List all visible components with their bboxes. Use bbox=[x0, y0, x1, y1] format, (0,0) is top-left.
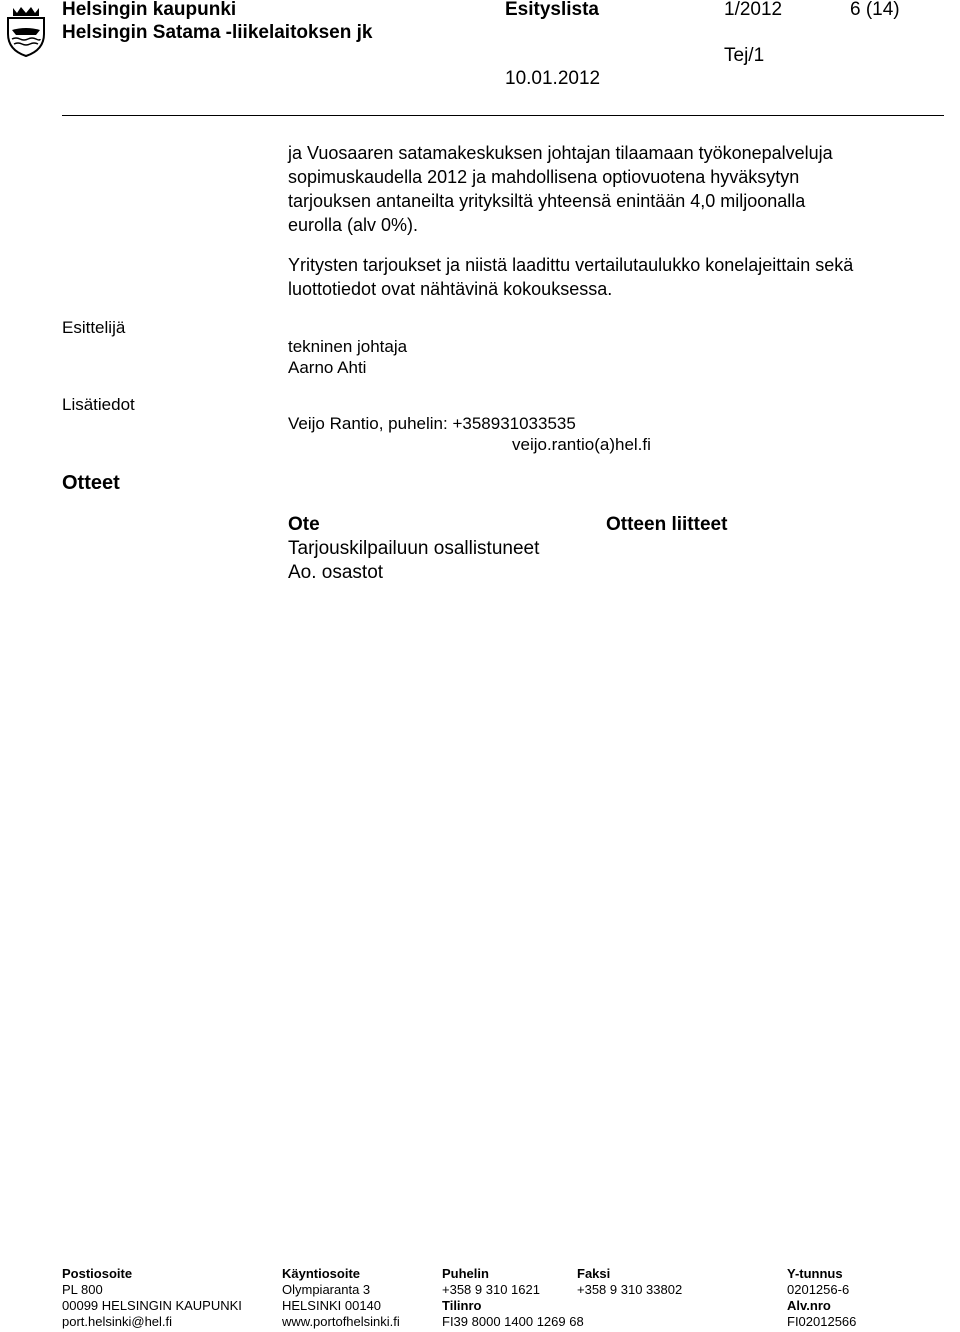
doc-date: 10.01.2012 bbox=[505, 68, 601, 89]
paragraph-1-line: sopimuskaudella 2012 ja mahdollisena optiovuotena hyväksytyn bbox=[288, 167, 800, 187]
footer-account-number: FI39 8000 1400 1269 68 bbox=[442, 1314, 584, 1329]
info-label: Lisätiedot bbox=[62, 395, 135, 414]
doc-number: 1/2012 bbox=[724, 0, 783, 20]
helsinki-crest-logo bbox=[3, 4, 49, 58]
presenter-label: Esittelijä bbox=[62, 318, 126, 337]
paragraph-1-line: ja Vuosaaren satamakeskuksen johtajan tilaamaan työkonepalveluja bbox=[288, 143, 833, 163]
extract-attachments-header: Otteen liitteet bbox=[606, 514, 728, 535]
footer-business-id-value: 0201256-6 bbox=[787, 1282, 850, 1297]
footer-postal bbox=[62, 1266, 242, 1330]
footer-visit-header: Käyntiosoite bbox=[282, 1266, 361, 1281]
paragraph-2-line: luottotiedot ovat nähtävinä kokouksessa. bbox=[288, 279, 613, 299]
footer-fax bbox=[577, 1266, 682, 1298]
footer-visit bbox=[282, 1266, 400, 1330]
extract-recipient: Ao. osastot bbox=[288, 562, 384, 583]
extract-header: Ote bbox=[288, 514, 320, 535]
footer-website[interactable]: www.portofhelsinki.fi bbox=[282, 1314, 400, 1329]
presenter-title: tekninen johtaja bbox=[288, 337, 408, 356]
footer-fax-number: +358 9 310 33802 bbox=[577, 1282, 683, 1297]
footer-vat-header: Alv.nro bbox=[787, 1298, 831, 1313]
paragraph-1-line: eurolla (alv 0%). bbox=[288, 215, 419, 235]
footer-phone-header: Puhelin bbox=[442, 1266, 489, 1281]
header-divider bbox=[62, 115, 944, 116]
footer-postal-header: Postiosoite bbox=[62, 1266, 133, 1281]
footer-account-header: Tilinro bbox=[442, 1298, 482, 1313]
footer-visit-line: HELSINKI 00140 bbox=[282, 1298, 382, 1313]
footer-vat-value: FI02012566 bbox=[787, 1314, 857, 1329]
info-contact: Veijo Rantio, puhelin: +358931033535 bbox=[288, 414, 576, 433]
footer-business-id-header: Y-tunnus bbox=[787, 1266, 843, 1281]
footer-postal-line: PL 800 bbox=[62, 1282, 103, 1297]
info-email[interactable]: veijo.rantio(a)hel.fi bbox=[512, 435, 651, 454]
org-name: Helsingin kaupunki bbox=[62, 0, 237, 20]
doc-type: Esityslista bbox=[505, 0, 599, 20]
footer-phone-number: +358 9 310 1621 bbox=[442, 1282, 540, 1297]
paragraph-2-line: Yritysten tarjoukset ja niistä laadittu vertailutaulukko konelajeittain sekä bbox=[288, 255, 854, 275]
footer-email[interactable]: port.helsinki@hel.fi bbox=[62, 1314, 173, 1329]
footer-visit-line: Olympiaranta 3 bbox=[282, 1282, 371, 1297]
footer-fax-header: Faksi bbox=[577, 1266, 611, 1281]
extract-recipient: Tarjouskilpailuun osallistuneet bbox=[288, 538, 540, 559]
paragraph-1-line: tarjouksen antaneilta yrityksiltä yhteensä enintään 4,0 miljoonalla bbox=[288, 191, 806, 211]
footer-business-id bbox=[787, 1266, 856, 1330]
footer-phone bbox=[442, 1266, 584, 1330]
paragraph-1 bbox=[288, 141, 833, 237]
item-number: Tej/1 bbox=[724, 45, 765, 66]
extracts-label: Otteet bbox=[62, 472, 120, 494]
presenter-name: Aarno Ahti bbox=[288, 358, 367, 377]
page-number: 6 (14) bbox=[850, 0, 900, 20]
footer-postal-line: 00099 HELSINGIN KAUPUNKI bbox=[62, 1298, 242, 1313]
paragraph-2 bbox=[288, 253, 853, 301]
unit-name: Helsingin Satama -liikelaitoksen jk bbox=[62, 22, 373, 43]
